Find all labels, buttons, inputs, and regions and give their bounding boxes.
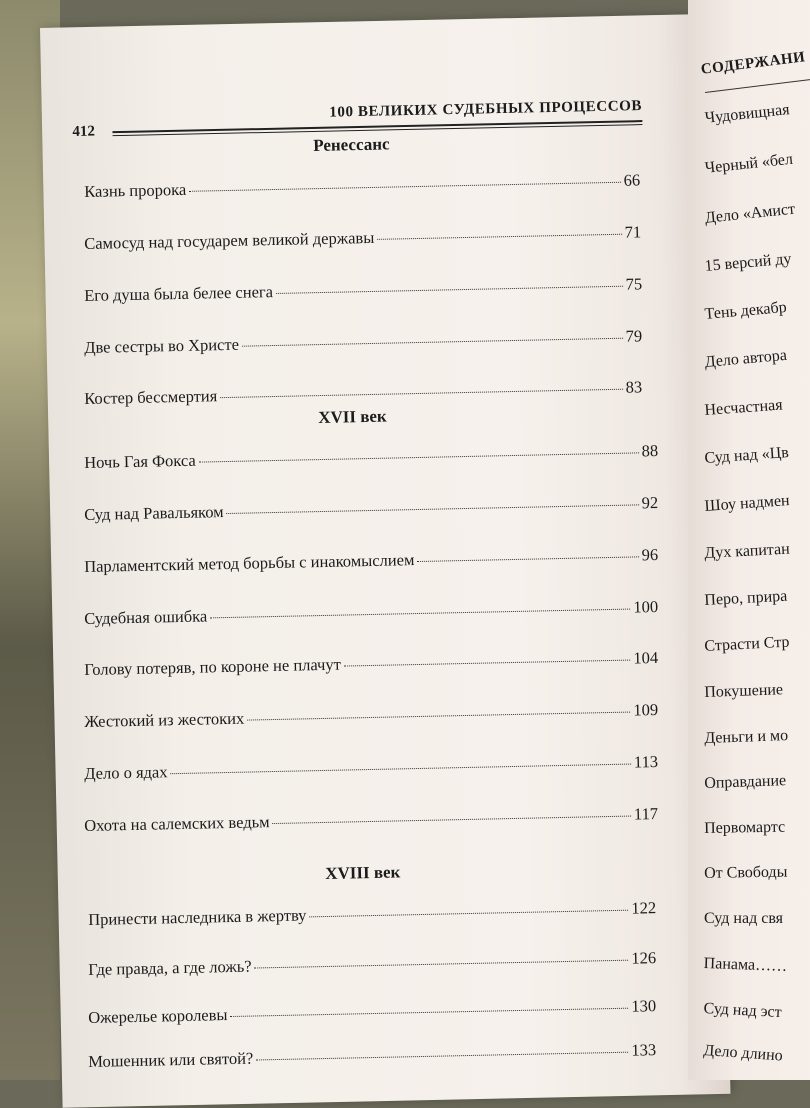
entry-page: 117	[633, 803, 659, 824]
entry-page: 92	[641, 492, 659, 513]
right-line: Дело длино	[702, 1042, 784, 1065]
entry-page: 130	[631, 996, 657, 1016]
right-line: Тень декабр	[704, 298, 788, 323]
dot-leader	[227, 504, 639, 514]
dot-leader	[199, 452, 639, 462]
section-title-renaissance: Ренессанс	[313, 134, 390, 155]
dot-leader	[344, 660, 631, 667]
dot-leader	[231, 1008, 629, 1017]
dot-leader	[417, 556, 638, 562]
entry-page: 79	[625, 326, 643, 346]
right-line: От Свободы	[704, 863, 788, 882]
entry-page: 122	[631, 898, 657, 918]
dot-leader	[309, 910, 628, 918]
entry-title: Голову потеряв, по короне не плачут	[84, 654, 342, 679]
entry-page: 126	[631, 948, 657, 968]
entry-page: 88	[641, 440, 659, 461]
entry-page: 109	[633, 699, 659, 720]
right-line: Черный «бел	[704, 150, 794, 177]
entry-page: 100	[633, 596, 659, 617]
dot-leader	[189, 182, 620, 192]
entry-title: Охота на салемских ведьм	[84, 812, 270, 835]
entry-title: Жестокий из жестоких	[84, 708, 245, 731]
right-line: Дело «Амист	[704, 200, 796, 227]
section-title-xvii: XVII век	[318, 406, 387, 427]
right-line: Суд над эст	[703, 1000, 783, 1022]
dot-leader	[276, 286, 623, 294]
right-line: Суд над свя	[704, 910, 784, 927]
dot-leader	[242, 338, 623, 347]
page-number: 412	[72, 123, 96, 140]
right-line: Страсти Стр	[704, 633, 790, 655]
entry-title: Его душа была белее снега	[84, 282, 274, 305]
entry-title: Судебная ошибка	[84, 606, 208, 628]
dot-leader	[247, 712, 630, 721]
dot-leader	[377, 234, 621, 240]
entry-title: Принести наследника в жертву	[88, 905, 307, 929]
entry-page: 104	[633, 647, 659, 668]
entry-page: 66	[623, 170, 641, 190]
right-line: Несчастная	[704, 396, 784, 419]
entry-title: Казнь пророка	[84, 179, 187, 201]
dot-leader	[273, 816, 631, 825]
entry-page: 75	[625, 274, 643, 294]
right-line: 15 версий ду	[704, 250, 793, 275]
right-line: Оправдание	[704, 772, 787, 792]
entry-title: Ожерелье королевы	[88, 1005, 228, 1027]
entry-title: Самосуд над государем великой державы	[84, 227, 375, 253]
right-line: Чудовищная	[704, 101, 791, 127]
entry-title: Костер бессмертия	[84, 386, 218, 408]
dot-leader	[210, 609, 630, 619]
entry-title: Парламентский метод борьбы с инакомыслием	[84, 550, 415, 576]
right-line: Шоу надмен	[704, 492, 791, 515]
entry-title: Суд над Равальяком	[84, 502, 224, 524]
right-running-title: СОДЕРЖАНИ	[700, 49, 807, 78]
right-line: Деньги и мо	[704, 727, 789, 747]
dot-leader	[171, 764, 631, 775]
entry-page: 83	[625, 377, 643, 397]
running-title: 100 ВЕЛИКИХ СУДЕБНЫХ ПРОЦЕССОВ	[329, 98, 643, 121]
right-line: Покушение	[704, 681, 784, 701]
right-line: Дело автора	[704, 346, 788, 371]
entry-page: 133	[631, 1040, 657, 1060]
entry-title: Дело о ядах	[84, 762, 168, 783]
entry-title: Две сестры во Христе	[84, 334, 240, 357]
entry-title: Мошенник или святой?	[88, 1048, 254, 1071]
section-title-xviii: XVIII век	[325, 862, 401, 883]
dot-leader	[220, 389, 622, 398]
entry-page: 96	[641, 544, 659, 565]
entry-page: 71	[624, 222, 642, 242]
right-line: Суд над «Цв	[704, 444, 790, 467]
entry-page: 113	[633, 751, 659, 772]
dot-leader	[255, 960, 629, 969]
right-line: Первомартс	[704, 818, 786, 837]
entry-title: Где правда, а где ложь?	[88, 956, 252, 979]
right-line: Перо, прира	[704, 587, 788, 609]
right-line: Дух капитан	[704, 540, 791, 562]
dot-leader	[256, 1052, 628, 1061]
entry-title: Ночь Гая Фокса	[84, 450, 196, 472]
right-line: Панама……	[703, 955, 788, 975]
